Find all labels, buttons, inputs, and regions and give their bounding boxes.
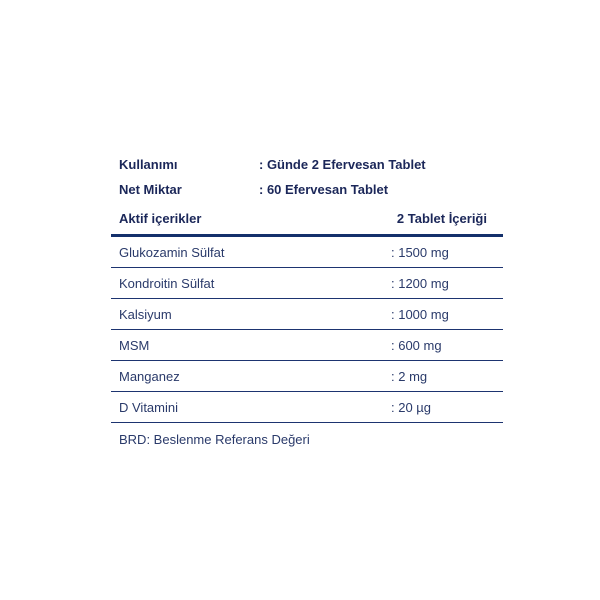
product-info-panel [119, 152, 503, 447]
table-row [111, 361, 503, 392]
ingredient-column-header: Aktif içerikler [119, 210, 202, 226]
ingredient-name: D Vitamini [119, 399, 179, 415]
table-row [111, 330, 503, 361]
amount-column-header: 2 Tablet İçeriği [396, 210, 487, 226]
table-header [119, 204, 503, 232]
table-row [111, 237, 503, 268]
ingredient-amount: : 2 mg [391, 368, 428, 384]
ingredient-amount: : 20 µg [391, 399, 432, 415]
ingredient-name: Kalsiyum [119, 306, 172, 322]
ingredient-amount: : 600 mg [391, 337, 442, 353]
ingredient-name: Glukozamin Sülfat [119, 244, 225, 260]
ingredient-name: Manganez [119, 368, 180, 384]
ingredients-table [111, 237, 503, 423]
ingredient-amount: : 1000 mg [391, 306, 449, 322]
usage-label: Kullanımı [119, 157, 178, 172]
usage-row [119, 152, 503, 177]
net-quantity-row [119, 177, 503, 202]
table-row [111, 392, 503, 423]
usage-value: : Günde 2 Efervesan Tablet [259, 157, 426, 172]
table-row [111, 299, 503, 330]
ingredient-amount: : 1500 mg [391, 244, 449, 260]
header-divider [111, 234, 503, 237]
footnote: BRD: Beslenme Referans Değeri [119, 432, 310, 447]
ingredient-amount: : 1200 mg [391, 275, 449, 291]
net-quantity-value: : 60 Efervesan Tablet [259, 182, 389, 197]
ingredient-name: Kondroitin Sülfat [119, 275, 215, 291]
ingredient-name: MSM [119, 337, 150, 353]
table-row [111, 268, 503, 299]
net-quantity-label: Net Miktar [119, 182, 182, 197]
